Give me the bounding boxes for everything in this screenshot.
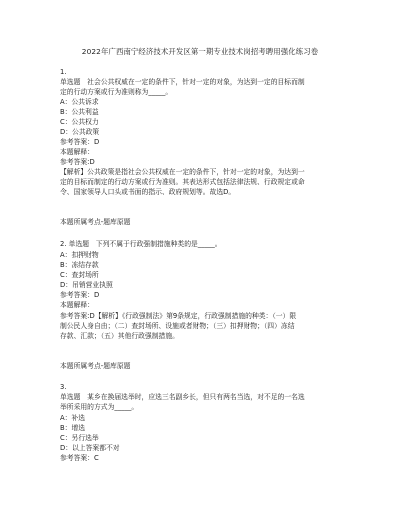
q3-stem-line2: 举所采用的方式为_____。: [60, 403, 139, 411]
q1-stem-line2: 定的行动方案或行为准则称为_____。: [60, 88, 173, 96]
q3-option-d: D：以上答案都不对: [60, 444, 120, 452]
q2-option-c: C：查封场所: [60, 271, 99, 279]
q2-source: 本题所属考点-题库原题: [60, 362, 131, 370]
q2-analysis-label: 本题解释：: [60, 301, 94, 309]
q2-answer: 参考答案：D: [60, 291, 100, 299]
q1-option-d: D：公共政策: [60, 128, 100, 136]
q3-stem-line1: 单选题 某乡在换届选举时，应选三名副乡长，但只有两名当选，对不足的一名选: [60, 393, 305, 401]
q3-option-a: A：补选: [60, 414, 86, 422]
q2-explanation-line3: 存款、汇款；（五）其他行政强制措施。: [60, 332, 179, 340]
q1-option-c: C：公共权力: [60, 118, 99, 126]
q2-option-d: D：吊销营业执照: [60, 281, 113, 289]
q2-option-b: B：冻结存款: [60, 261, 99, 269]
q1-answer-repeat: 参考答案:D: [60, 158, 95, 166]
q1-answer: 参考答案：D: [60, 138, 100, 146]
q2-option-a: A：扣押财物: [60, 251, 99, 259]
q1-analysis-label: 本题解释：: [60, 148, 94, 156]
q3-option-c: C：另行选举: [60, 434, 99, 442]
q1-explanation-line3: 令、国家领导人口头或书面的指示、政府规划等。故选D。: [60, 188, 236, 196]
q1-option-a: A：公共诉求: [60, 98, 99, 106]
q3-answer: 参考答案：C: [60, 454, 99, 462]
q3-option-b: B：增选: [60, 424, 86, 432]
document-title: 2022年广西南宁经济技术开发区第一期专业技术岗招考聘用强化练习卷: [81, 47, 319, 56]
q1-source: 本题所属考点-题库原题: [60, 218, 131, 226]
q1-number: 1.: [60, 68, 67, 76]
q1-option-b: B：公共利益: [60, 108, 99, 116]
q3-number: 3.: [60, 383, 67, 391]
q2-explanation-line2: 制公民人身自由；（二）查封场所、设施或者财物；（三）扣押财物；（四）冻结: [60, 322, 295, 330]
q2-stem: 2. 单选题 下列不属于行政强制措施种类的是_____。: [60, 240, 222, 248]
q1-explanation-line1: 【解析】公共政策是指社会公共权威在一定的条件下，针对一定的对象，为达到一: [60, 168, 305, 176]
q2-explanation-line1: 参考答案:D【解析】《行政强制法》第9条规定，行政强制措施的种类：（一）限: [60, 312, 297, 320]
q1-stem-line1: 单选题 社会公共权威在一定的条件下，针对一定的对象，为达到一定的目标而制: [60, 78, 305, 86]
q1-explanation-line2: 定的目标而制定的行动方案或行为准则。其表达形式包括法律法规、行政规定或命: [60, 178, 305, 186]
